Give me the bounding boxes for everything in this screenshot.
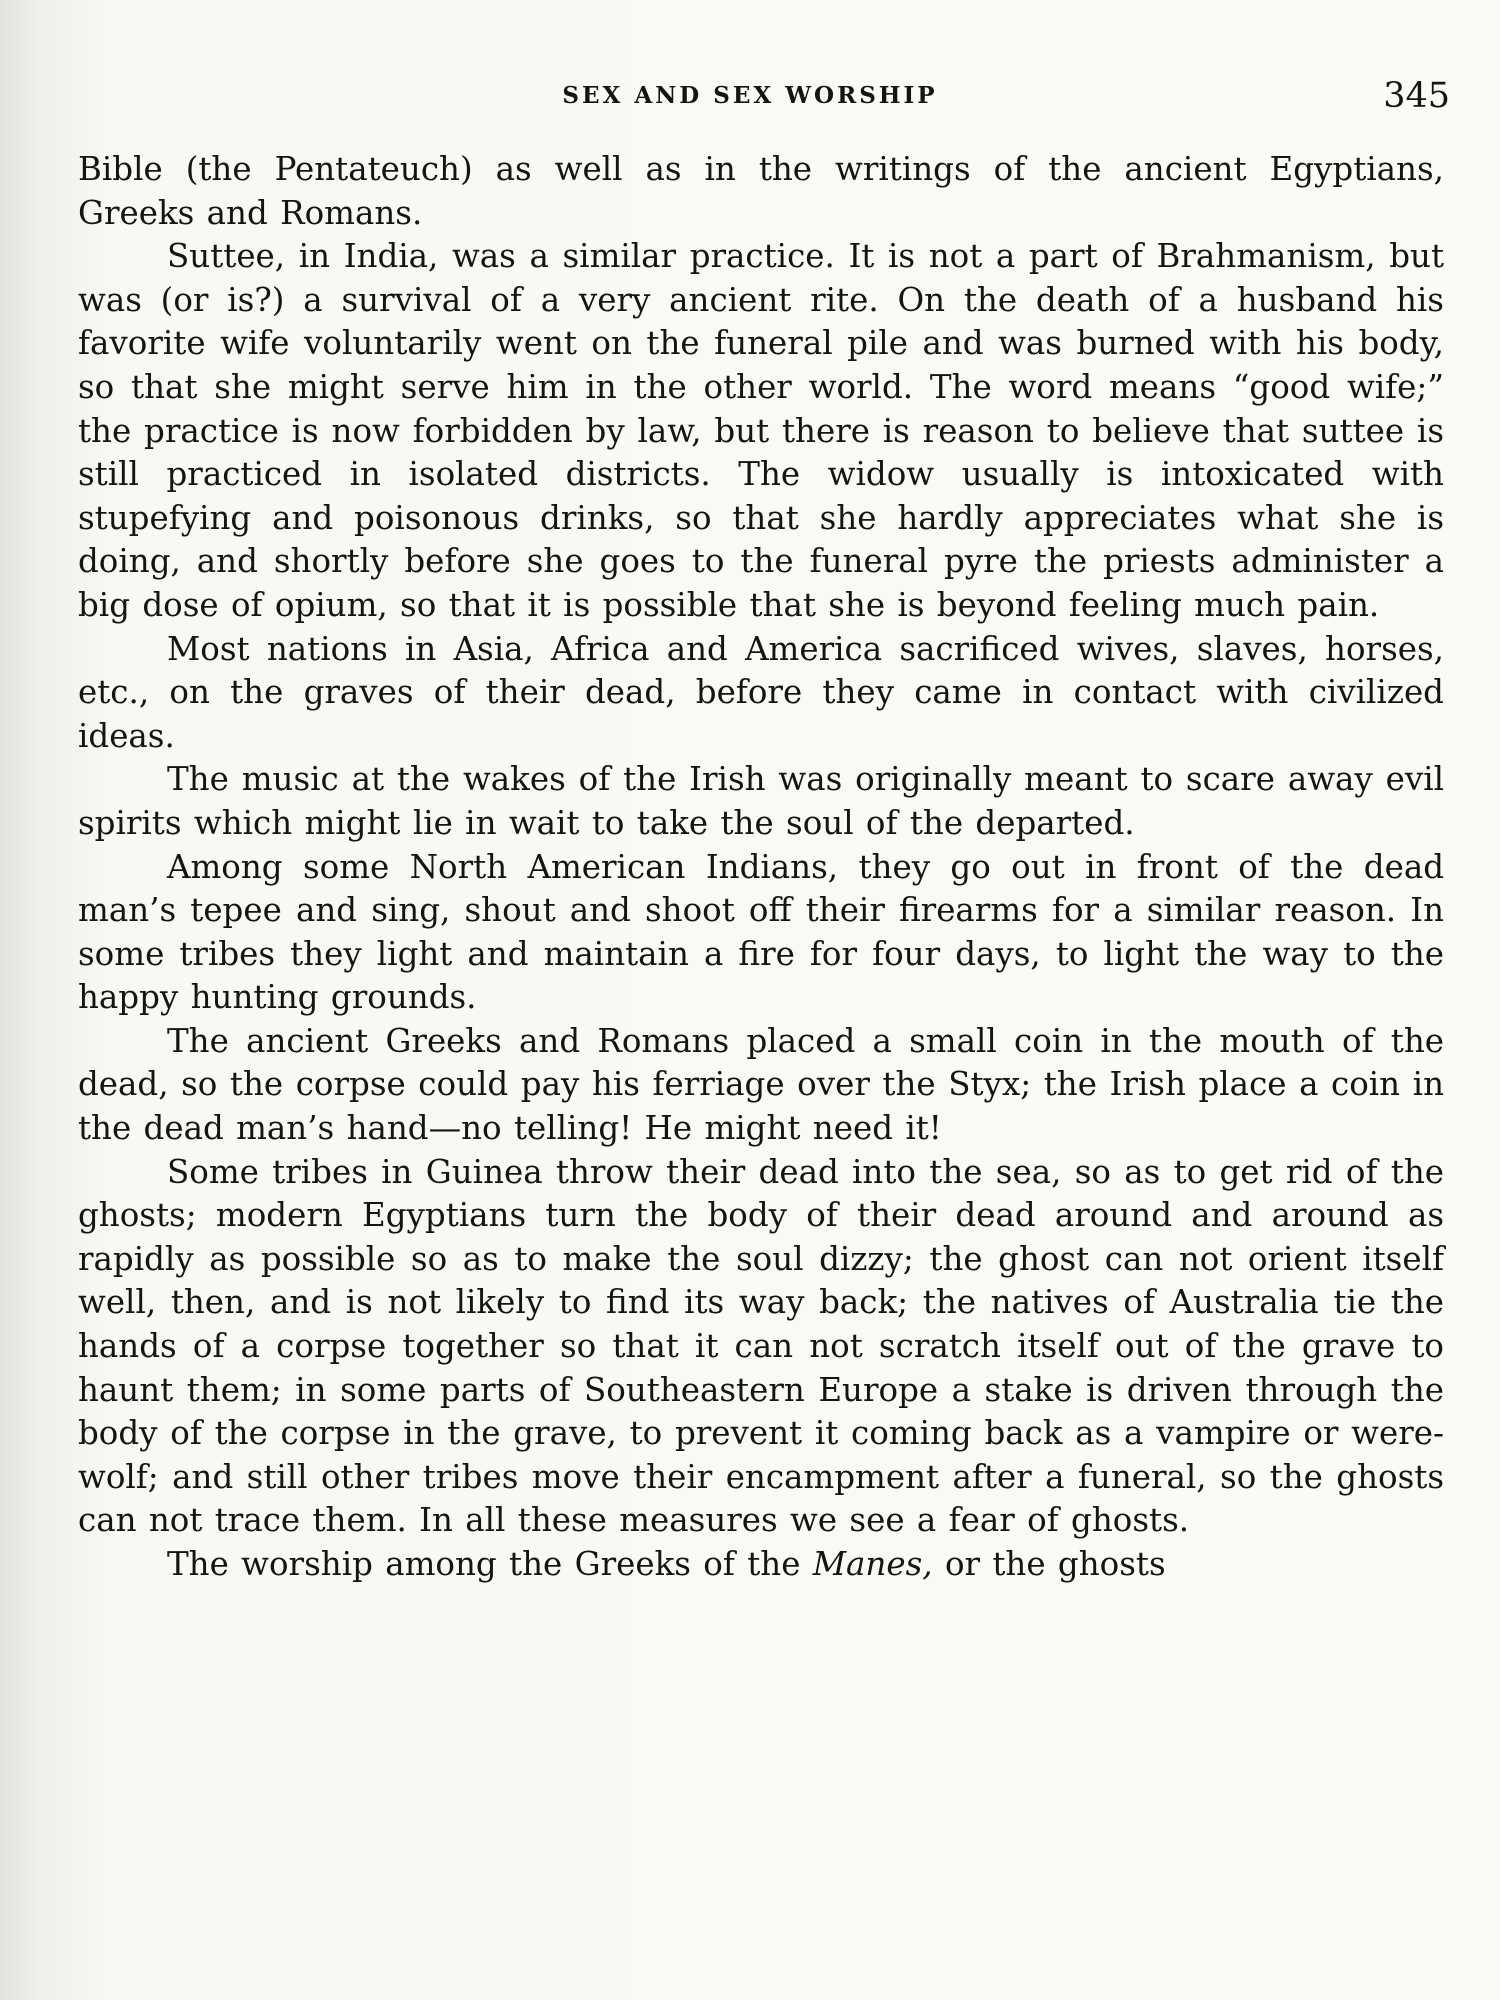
page-number: 345 <box>1383 76 1450 116</box>
paragraph-coin-custom: The ancient Greeks and Romans placed a small coin in the mouth of the dead, so the corpse could pay his ferriage over the Styx; the Irish place a coin in the dead man’s hand—no telling! He might need it! <box>78 1021 1444 1148</box>
paragraph-continued: Bible (the Pentateuch) as well as in the writings of the ancient Egyptians, Greeks and Romans. <box>78 150 1444 232</box>
paragraph-manes <box>78 1543 1444 1587</box>
paragraph-north-american-indians: Among some North American Indians, they go out in front of the dead man’s tepee and sing, shout and shoot off their firearms for a similar reason. In some tribes they light and maintain a fire for four days, to light the way to the happy hunting grounds. <box>78 847 1444 1017</box>
manes-text-before: The worship among the Greeks of the <box>167 1545 813 1583</box>
paragraph-sacrifices: Most nations in Asia, Africa and America sacrificed wives, slaves, horses, etc., on the graves of their dead, before they came in contact with civilized ideas. <box>78 629 1444 755</box>
text-body <box>78 148 1444 1587</box>
manes-italic-word: Manes, <box>812 1545 933 1583</box>
running-head <box>0 76 1500 116</box>
paragraph-irish-wakes: The music at the wakes of the Irish was originally meant to scare away evil spirits which might lie in wait to take the soul of the departed. <box>78 760 1444 842</box>
manes-text-after: or the ghosts <box>932 1545 1166 1583</box>
paragraph-ghost-measures: Some tribes in Guinea throw their dead into the sea, so as to get rid of the ghosts; modern Egyptians turn the body of their dead around and around as rapidly as possible so as to make the soul dizzy; the ghost can not orient itself well, then, and is not likely to find its way back; the natives of Australia tie the hands of a corpse together so that it can not scratch itself out of the grave to haunt them; in some parts of Southeastern Europe a stake is driven through the body of the corpse in the grave, to prevent it coming back as a vampire or were-wolf; and still other tribes move their encampment after a funeral, so the ghosts can not trace them. In all these measures we see a fear of ghosts. <box>78 1152 1444 1540</box>
paragraph-suttee: Suttee, in India, was a similar practice. It is not a part of Brahmanism, but was (or is?) a survival of a very ancient rite. On the death of a husband his favorite wife voluntarily went on the funeral pile and was burned with his body, so that she might serve him in the other world. The word means “good wife;” the practice is now forbidden by law, but there is reason to believe that suttee is still practiced in isolated districts. The widow usually is intoxicated with stupefying and poisonous drinks, so that she hardly appreciates what she is doing, and shortly before she goes to the funeral pyre the priests administer a big dose of opium, so that it is possible that she is beyond feeling much pain. <box>78 237 1444 624</box>
running-title: SEX AND SEX WORSHIP <box>562 82 938 109</box>
